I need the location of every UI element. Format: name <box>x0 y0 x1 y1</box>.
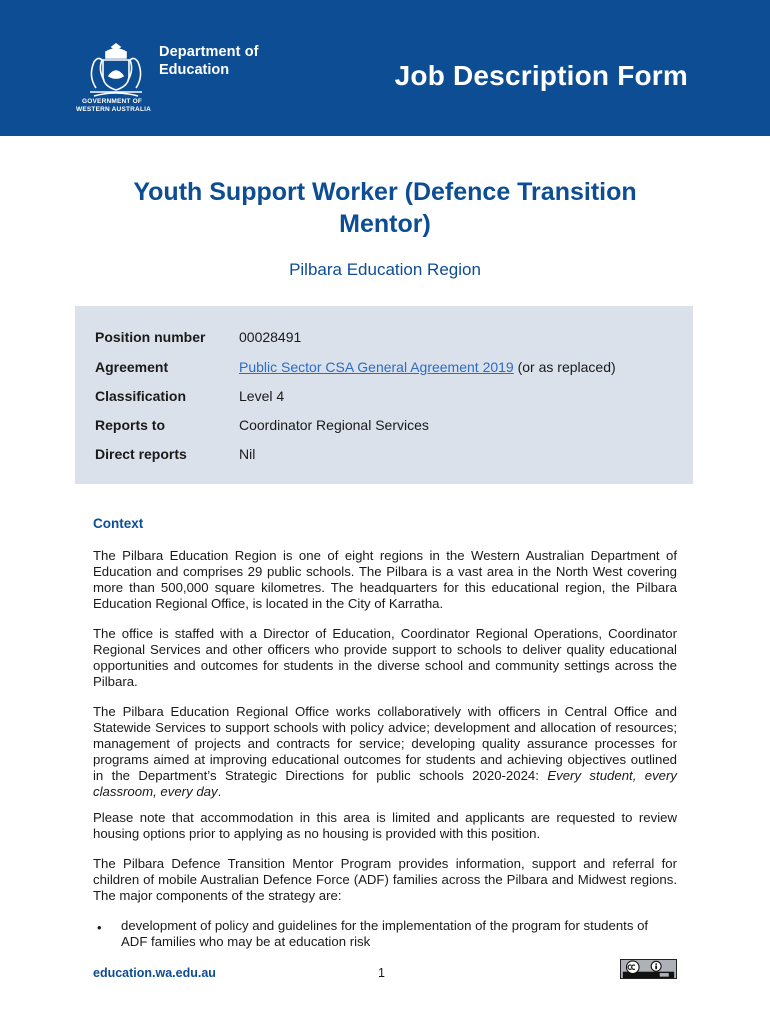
classification-value: Level 4 <box>239 388 285 404</box>
strategic-directions-tagline: Every student, every classroom, every day <box>93 768 678 799</box>
job-title <box>85 176 685 240</box>
agreement-suffix: (or as replaced) <box>513 359 616 375</box>
bullet-symbol: • <box>97 920 102 935</box>
context-paragraph-1: The Pilbara Education Region is one of eight regions in the Western Australian Department of Education and comprises 29 public schools. The Pilbara is a vast area in the North West covering more than 500,000 square kilometres. The headquarters for this educational region, the Pilbara Education Regional Office, is located in the City of Karratha. <box>93 548 677 611</box>
job-title-line2: Mentor) <box>339 210 431 238</box>
department-logo <box>72 36 272 120</box>
bullet-item-1: development of policy and guidelines for the implementation of the program for students of ADF families who may be at education risk <box>121 918 649 949</box>
form-title: Job Description Form <box>394 60 688 91</box>
government-line2: WESTERN AUSTRALIA <box>76 106 152 113</box>
page-number: 1 <box>378 966 385 980</box>
wa-crest-icon <box>76 38 156 100</box>
direct-reports-label: Direct reports <box>95 446 187 462</box>
reports-to-value: Coordinator Regional Services <box>239 417 429 433</box>
agreement-label: Agreement <box>95 359 169 375</box>
department-name-line2: Education <box>159 62 230 78</box>
creative-commons-license-icon <box>620 959 677 979</box>
region-subtitle: Pilbara Education Region <box>289 260 481 279</box>
reports-to-label: Reports to <box>95 417 165 433</box>
context-paragraph-4: Please note that accommodation in this area is limited and applicants are requested to review housing options prior to applying as no housing is provided with this position. <box>93 810 677 841</box>
government-line1: GOVERNMENT OF <box>82 98 143 105</box>
classification-label: Classification <box>95 388 187 404</box>
context-heading: Context <box>93 516 144 531</box>
header-banner <box>0 0 770 136</box>
footer-url[interactable]: education.wa.edu.au <box>93 966 216 980</box>
context-paragraph-3-end: . <box>217 784 222 799</box>
agreement-link[interactable]: Public Sector CSA General Agreement 2019 <box>239 359 514 375</box>
department-name-line1: Department of <box>159 44 259 60</box>
context-paragraph-5: The Pilbara Defence Transition Mentor Program provides information, support and referral for children of mobile Australian Defence Force (ADF) families across the Pilbara and Midwest regions. The major components of the strategy are: <box>93 856 677 903</box>
position-number-value: 00028491 <box>239 329 302 345</box>
direct-reports-value: Nil <box>239 446 256 462</box>
agreement-value <box>239 359 616 375</box>
context-paragraph-3 <box>93 704 677 800</box>
position-info-box <box>75 306 693 484</box>
job-title-line1: Youth Support Worker (Defence Transition <box>133 178 637 206</box>
context-paragraph-2: The office is staffed with a Director of Education, Coordinator Regional Operations, Coordinator Regional Services and other officers who provide support to schools to deliver quality educational opportunities and outcomes for students in the diverse school and community settings across the Pilbara. <box>93 626 677 689</box>
position-number-label: Position number <box>95 329 206 345</box>
context-paragraph-3-text: The Pilbara Education Regional Office works collaboratively with officers in Central Office and Statewide Services to support schools with policy advice; development and allocation of resources; management of projects and contracts for service; developing quality assurance processes for programs aimed at improving educational outcomes for students and achieving objectives outlined in the Department’s Strategic Directions for public schools 2020-2024: <box>93 704 677 783</box>
